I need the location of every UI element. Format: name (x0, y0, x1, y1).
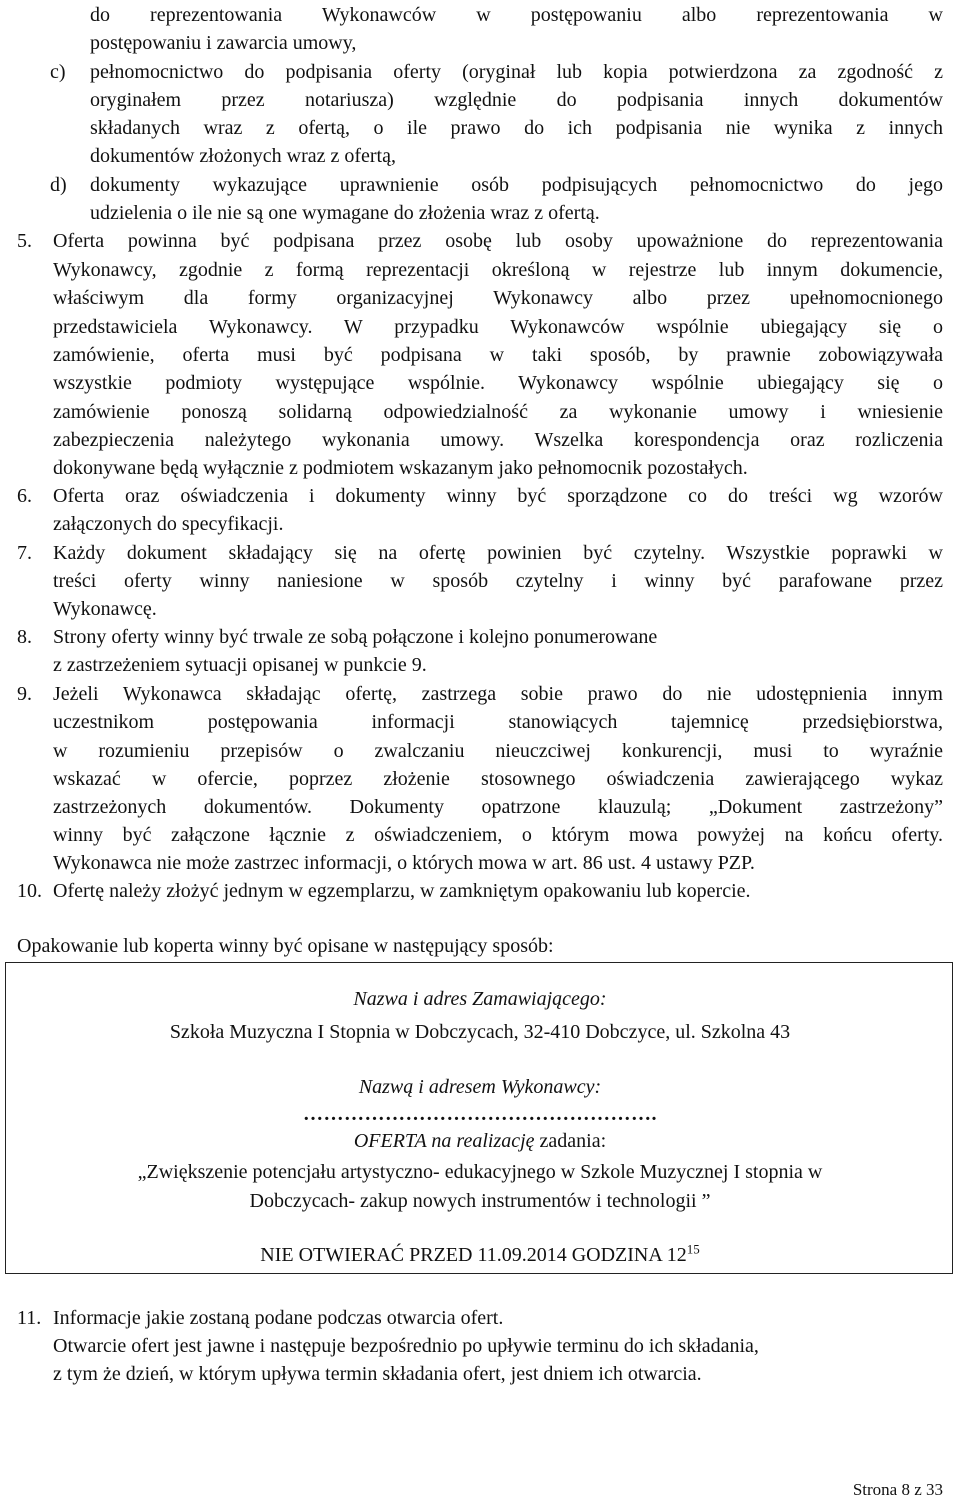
text-line: udzielenia o ile nie są one wymagane do złożenia wraz z ofertą. (90, 202, 600, 224)
text-line: treści oferty winny naniesione w sposób czytelny i winny być parafowane przez (53, 570, 943, 592)
text-line: z tym że dzień, w którym upływa termin składania ofert, jest dniem ich otwarcia. (53, 1363, 702, 1385)
list-number: 9. (17, 683, 32, 705)
list-number: 5. (17, 230, 32, 252)
text-line: Każdy dokument składający się na ofertę powinien być czytelny. Wszystkie poprawki w (53, 542, 943, 564)
zadania-label: zadania: (534, 1130, 607, 1152)
text-line: załączonych do specyfikacji. (53, 513, 284, 535)
text-line: Oferta powinna być podpisana przez osobę lub osoby upoważnione do reprezentowania (53, 230, 943, 252)
text-line: dokumenty wykazujące uprawnienie osób podpisujących pełnomocnictwo do jego (90, 174, 943, 196)
text-line: do reprezentowania Wykonawców w postępowaniu albo reprezentowania w (90, 4, 943, 26)
text-line: winny być załączone łącznie z oświadczeniem, o którym mowa powyżej na końcu oferty. (53, 824, 943, 846)
text-line: przedstawiciela Wykonawcy. W przypadku Wykonawców wspólnie ubiegający się o (53, 316, 943, 338)
packaging-intro: Opakowanie lub koperta winny być opisane w następujący sposób: (17, 935, 554, 957)
oferta-heading (6, 1127, 954, 1155)
text-line: właściwym dla formy organizacyjnej Wykonawcy albo przez upełnomocnionego (53, 287, 943, 309)
text-line: Strony oferty winny być trwale ze sobą połączone i kolejno ponumerowane (53, 626, 658, 648)
text-line: w rozumieniu przepisów o zwalczaniu nieuczciwej konkurencji, musi to wyraźnie (53, 740, 943, 762)
text-line: zamówienie ponoszą solidarną odpowiedzialność za wykonanie umowy i wniesienie (53, 401, 943, 423)
list-marker: d) (50, 174, 67, 196)
list-number: 11. (17, 1307, 42, 1329)
text-line: Wykonawcy, zgodnie z formą reprezentacji określoną w rejestrze lub innym dokumencie, (53, 259, 943, 281)
text-line: Wykonawca nie może zastrzec informacji, o których mowa w art. 86 ust. 4 ustawy PZP. (53, 852, 755, 874)
text-line: zastrzeżonych dokumentów. Dokumenty opatrzone klauzulą; „Dokument zastrzeżony” (53, 796, 943, 818)
text-line: Informacje jakie zostaną podane podczas otwarcia ofert. (53, 1307, 504, 1329)
text-line: pełnomocnictwo do podpisania oferty (oryginał lub kopia potwierdzona za zgodność z (90, 61, 943, 83)
text-line: dokonywane będą wyłącznie z podmiotem wskazanym jako pełnomocnik pozostałych. (53, 457, 748, 479)
text-line: wskazać w ofercie, poprzez złożenie stosownego oświadczenia zawierającego wykaz (53, 768, 943, 790)
text-line: Ofertę należy złożyć jednym w egzemplarzu, w zamkniętym opakowaniu lub kopercie. (53, 880, 751, 902)
text-line: dokumentów złożonych wraz z ofertą, (90, 145, 396, 167)
text-line: Oferta oraz oświadczenia i dokumenty winny być sporządzone co do treści wg wzorów (53, 485, 943, 507)
text-line: Otwarcie ofert jest jawne i następuje bezpośrednio po upływie terminu do ich składania, (53, 1335, 759, 1357)
list-number: 7. (17, 542, 32, 564)
list-number: 6. (17, 485, 32, 507)
text-line: zabezpieczenia należytego wykonania umowy. Wszelka korespondencja oraz rozliczenia (53, 429, 943, 451)
text-line: z zastrzeżeniem sytuacji opisanej w punkcie 9. (53, 654, 427, 676)
envelope-label-box (5, 962, 953, 1274)
wykonawca-label: Nazwą i adresem Wykonawcy: (358, 1076, 602, 1098)
deadline-text: NIE OTWIERAĆ PRZED 11.09.2014 GODZINA 12 (260, 1244, 687, 1266)
text-line: postępowaniu i zawarcia umowy, (90, 32, 357, 54)
task-title-line: Dobczycach- zakup nowych instrumentów i technologii ” (249, 1190, 711, 1212)
list-marker: c) (50, 61, 66, 83)
text-line: oryginałem przez notariusza) względnie do podpisania innych dokumentów (90, 89, 943, 111)
wykonawca-placeholder-dots: ……………………………………………. (303, 1103, 657, 1125)
text-line: Jeżeli Wykonawca składając ofertę, zastrzega sobie prawo do nie udostępnienia innym (53, 683, 943, 705)
text-line: zamówienie, oferta musi być podpisana w taki sposób, by prawnie zobowiązywała (53, 344, 943, 366)
oferta-label: OFERTA na realizację (353, 1130, 535, 1152)
text-line: uczestnikom postępowania informacji stanowiących tajemnicę przedsiębiorstwa, (53, 711, 943, 733)
page-number: Strona 8 z 33 (852, 1480, 943, 1499)
text-line: wszystkie podmioty występujące wspólnie. Wykonawcy wspólnie ubiegający się o (53, 372, 943, 394)
text-line: składanych wraz z ofertą, o ile prawo do ich podpisania nie wynika z innych (90, 117, 943, 139)
list-number: 10. (17, 880, 42, 902)
list-number: 8. (17, 626, 32, 648)
task-title-line: „Zwiększenie potencjału artystyczno- edukacyjnego w Szkole Muzycznej I stopnia w (137, 1161, 823, 1183)
deadline-minutes: 15 (686, 1241, 700, 1257)
text-line: Wykonawcę. (53, 598, 157, 620)
zamawiajacy-label: Nazwa i adres Zamawiającego: (353, 988, 607, 1010)
deadline-notice (6, 1241, 954, 1269)
zamawiajacy-value: Szkoła Muzyczna I Stopnia w Dobczycach, 32-410 Dobczyce, ul. Szkolna 43 (169, 1021, 791, 1043)
